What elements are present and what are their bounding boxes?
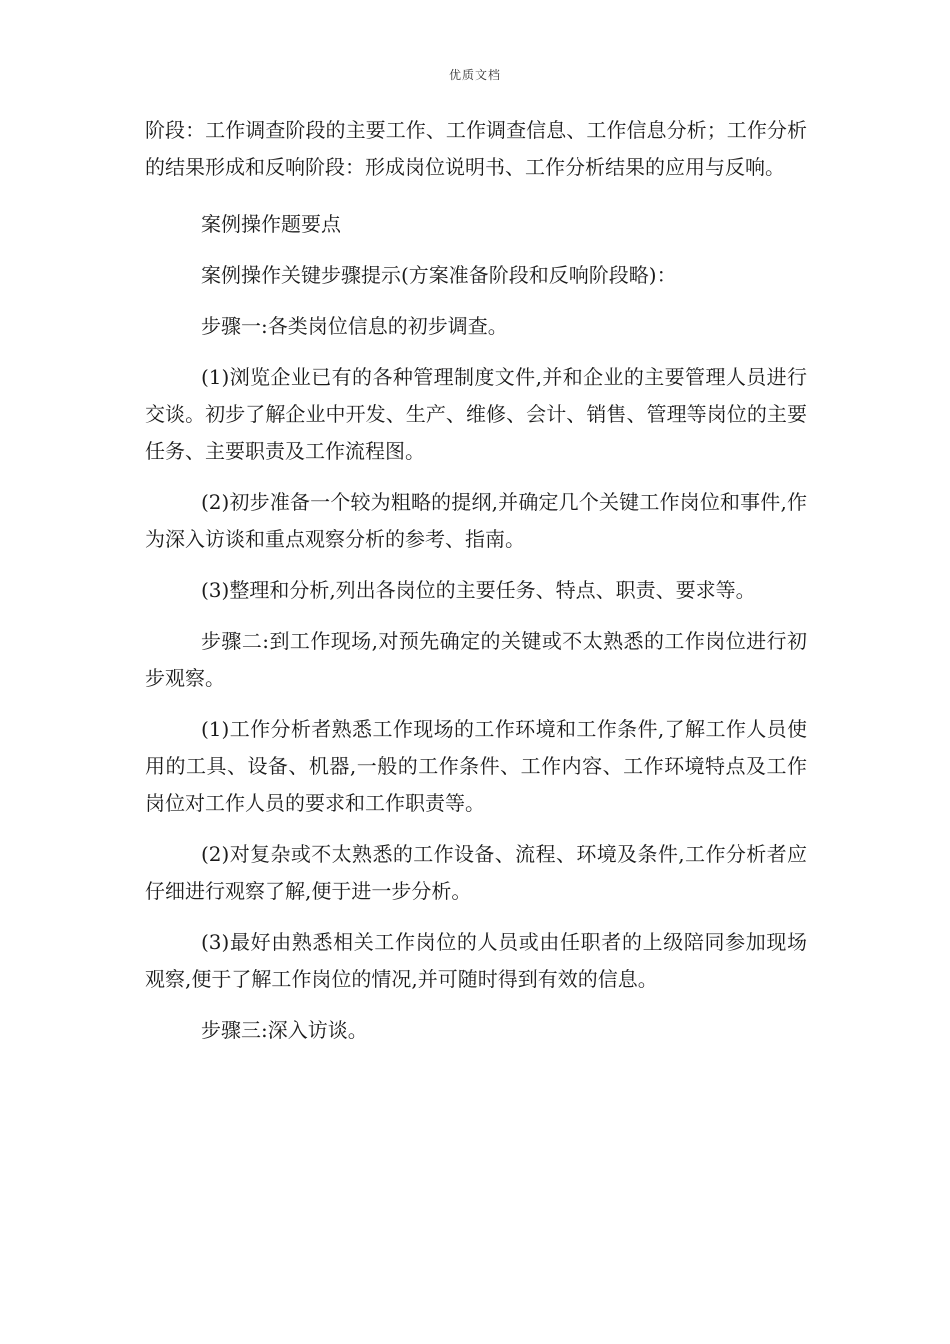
paragraph-step-one-item-3: (3)整理和分析,列出各岗位的主要任务、特点、职责、要求等。 <box>201 578 756 602</box>
document-body <box>145 112 807 1063</box>
paragraph-case-title: 案例操作题要点 <box>201 212 341 236</box>
paragraph-step-two: 步骤二:到工作现场,对预先确定的关键或不太熟悉的工作岗位进行初步观察。 <box>145 629 807 690</box>
paragraph-intro: 阶段：工作调查阶段的主要工作、工作调查信息、工作信息分析；工作分析的结果形成和反响阶段：形成岗位说明书、工作分析结果的应用与反响。 <box>145 118 807 179</box>
paragraph-step-three: 步骤三:深入访谈。 <box>201 1018 368 1042</box>
paragraph-step-one-item-2: (2)初步准备一个较为粗略的提纲,并确定几个关键工作岗位和事件,作为深入访谈和重点观察分析的参考、指南。 <box>145 490 807 551</box>
paragraph-key-steps: 案例操作关键步骤提示(方案准备阶段和反响阶段略)： <box>201 263 677 287</box>
paragraph-step-one: 步骤一:各类岗位信息的初步调查。 <box>201 314 508 338</box>
page-header: 优质文档 <box>448 68 501 82</box>
paragraph-step-two-item-2: (2)对复杂或不太熟悉的工作设备、流程、环境及条件,工作分析者应仔细进行观察了解,便于进一步分析。 <box>145 842 807 903</box>
paragraph-step-two-item-1: (1)工作分析者熟悉工作现场的工作环境和工作条件,了解工作人员使用的工具、设备、机器,一般的工作条件、工作内容、工作环境特点及工作岗位对工作人员的要求和工作职责等。 <box>145 717 807 815</box>
paragraph-step-one-item-1: (1)浏览企业已有的各种管理制度文件,并和企业的主要管理人员进行交谈。初步了解企业中开发、生产、维修、会计、销售、管理等岗位的主要任务、主要职责及工作流程图。 <box>145 365 807 463</box>
paragraph-step-two-item-3: (3)最好由熟悉相关工作岗位的人员或由任职者的上级陪同参加现场观察,便于了解工作岗位的情况,并可随时得到有效的信息。 <box>145 930 807 991</box>
